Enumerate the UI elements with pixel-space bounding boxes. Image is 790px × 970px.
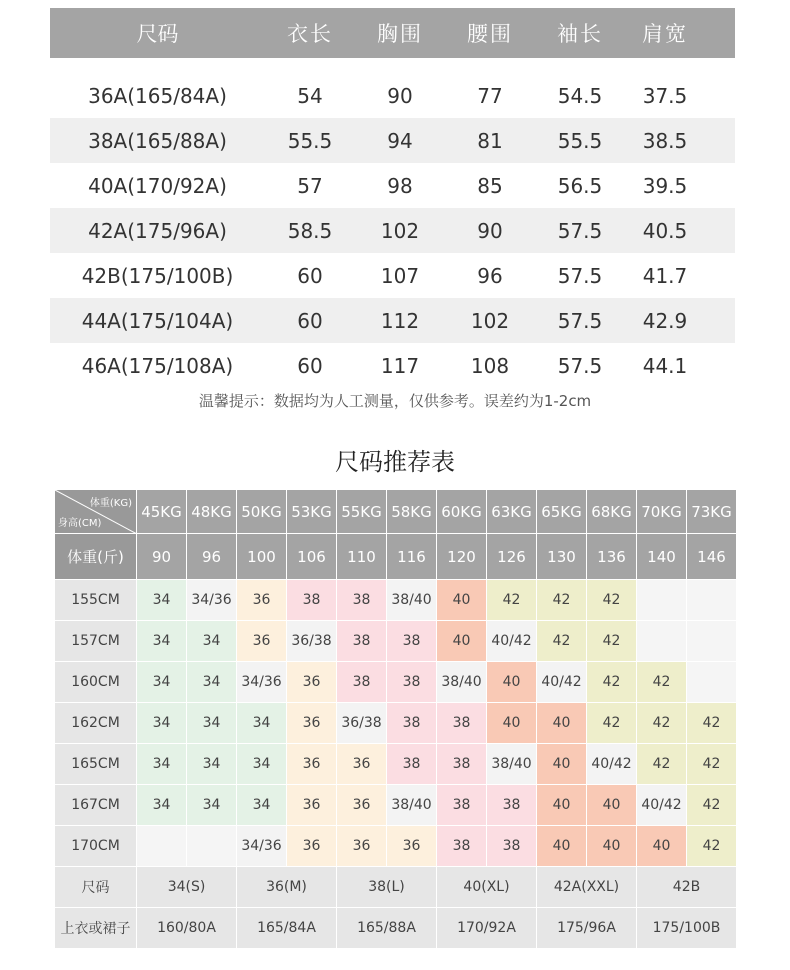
recommend-cell: 34 — [137, 785, 187, 826]
recommend-cell — [637, 580, 687, 621]
recommend-cell: 34/36 — [187, 580, 237, 621]
size-table-cell: 44A(175/104A) — [81, 308, 234, 333]
recommend-cell: 36 — [337, 785, 387, 826]
size-table — [50, 8, 735, 388]
size-cell: 42A(XXL) — [537, 867, 637, 908]
recommend-cell: 34/36 — [237, 826, 287, 867]
recommend-cell: 42 — [587, 662, 637, 703]
recommend-cell: 40 — [487, 662, 537, 703]
size-row-label: 尺码 — [55, 867, 137, 908]
recommend-cell: 34 — [187, 621, 237, 662]
recommend-cell: 38/40 — [387, 785, 437, 826]
recommend-cell: 42 — [537, 580, 587, 621]
corner-cell — [55, 490, 137, 534]
recommend-cell: 34 — [237, 703, 287, 744]
recommend-cell: 34 — [137, 744, 187, 785]
weight-kg-cell: 55KG — [337, 490, 387, 534]
height-row — [55, 621, 737, 662]
recommend-cell: 34/36 — [237, 662, 287, 703]
recommend-cell: 40/42 — [637, 785, 687, 826]
size-table-cell: 60 — [297, 263, 323, 288]
size-table-cell: 60 — [297, 308, 323, 333]
size-table-cell: 42.9 — [642, 308, 688, 333]
height-row — [55, 785, 737, 826]
size-row — [55, 867, 737, 908]
cloth-cell: 175/96A — [537, 908, 637, 949]
size-table-cell: 42B(175/100B) — [81, 263, 234, 288]
recommend-cell: 42 — [687, 744, 737, 785]
recommend-cell: 38/40 — [387, 580, 437, 621]
weight-kg-cell: 48KG — [187, 490, 237, 534]
size-table-cell: 77 — [477, 83, 503, 108]
size-cell: 38(L) — [337, 867, 437, 908]
recommend-cell: 36 — [287, 744, 337, 785]
recommend-cell: 38 — [387, 703, 437, 744]
recommend-cell: 42 — [637, 703, 687, 744]
height-label: 165CM — [55, 744, 137, 785]
recommend-cell: 36 — [287, 662, 337, 703]
size-table-cell: 98 — [387, 173, 413, 198]
cloth-cell: 165/84A — [237, 908, 337, 949]
recommend-cell: 34 — [137, 662, 187, 703]
recommend-cell: 38 — [337, 580, 387, 621]
height-label: 162CM — [55, 703, 137, 744]
size-table-row — [50, 163, 735, 208]
header-shoulder: 肩宽 — [642, 22, 688, 46]
recommend-cell: 42 — [687, 703, 737, 744]
size-table-cell: 102 — [470, 308, 510, 333]
recommend-cell: 36 — [287, 703, 337, 744]
size-table-cell: 107 — [380, 263, 420, 288]
corner-weight-label: 体重(KG) — [89, 498, 132, 509]
height-row — [55, 826, 737, 867]
header-waist: 腰围 — [467, 22, 513, 46]
size-table-cell: 56.5 — [557, 173, 603, 198]
size-table-cell: 102 — [380, 218, 420, 243]
size-table-cell: 90 — [477, 218, 503, 243]
recommend-cell: 40 — [437, 580, 487, 621]
size-table-cell: 46A(175/108A) — [81, 353, 234, 378]
cloth-cell: 170/92A — [437, 908, 537, 949]
recommend-cell: 34 — [237, 785, 287, 826]
height-label: 155CM — [55, 580, 137, 621]
size-table-cell: 81 — [477, 128, 503, 153]
size-table-cell: 94 — [387, 128, 413, 153]
recommend-cell: 40/42 — [487, 621, 537, 662]
weight-kg-cell: 73KG — [687, 490, 737, 534]
recommend-cell: 40 — [587, 785, 637, 826]
weight-kg-cell: 68KG — [587, 490, 637, 534]
height-label: 167CM — [55, 785, 137, 826]
size-table-cell: 60 — [297, 353, 323, 378]
recommend-cell: 36 — [337, 744, 387, 785]
recommend-cell: 38 — [437, 703, 487, 744]
recommend-cell: 36 — [337, 826, 387, 867]
weight-jin-cell: 106 — [287, 534, 337, 580]
weight-jin-cell: 130 — [537, 534, 587, 580]
recommend-cell: 34 — [187, 785, 237, 826]
cloth-cell: 160/80A — [137, 908, 237, 949]
recommend-table — [55, 490, 737, 949]
recommend-cell: 36 — [287, 826, 337, 867]
recommend-cell: 36/38 — [287, 621, 337, 662]
recommend-cell: 40 — [487, 703, 537, 744]
weight-jin-cell: 96 — [187, 534, 237, 580]
recommend-cell: 42 — [637, 744, 687, 785]
size-table-cell: 57 — [297, 173, 323, 198]
size-table-cell: 55.5 — [287, 128, 333, 153]
cloth-row — [55, 908, 737, 949]
cloth-cell: 175/100B — [637, 908, 737, 949]
size-table-cell: 44.1 — [642, 353, 688, 378]
recommend-cell: 34 — [137, 703, 187, 744]
recommend-cell: 42 — [687, 826, 737, 867]
recommend-cell: 34 — [137, 621, 187, 662]
size-cell: 36(M) — [237, 867, 337, 908]
recommend-cell: 34 — [237, 744, 287, 785]
recommend-cell: 42 — [587, 703, 637, 744]
recommend-cell: 38/40 — [437, 662, 487, 703]
recommend-cell: 34 — [137, 580, 187, 621]
weight-jin-cell: 100 — [237, 534, 287, 580]
recommend-cell: 42 — [487, 580, 537, 621]
recommend-cell: 42 — [587, 580, 637, 621]
kg-header-row — [55, 490, 737, 534]
size-table-cell: 42A(175/96A) — [88, 218, 227, 243]
weight-kg-cell: 63KG — [487, 490, 537, 534]
recommend-cell: 34 — [187, 662, 237, 703]
recommend-cell: 34 — [187, 703, 237, 744]
recommend-cell: 38 — [387, 744, 437, 785]
recommend-cell: 40 — [637, 826, 687, 867]
recommend-cell: 36 — [237, 580, 287, 621]
recommend-cell: 38 — [337, 662, 387, 703]
recommend-cell — [187, 826, 237, 867]
recommend-cell: 38 — [387, 621, 437, 662]
recommend-cell: 38 — [287, 580, 337, 621]
weight-jin-cell: 140 — [637, 534, 687, 580]
size-table-cell: 57.5 — [557, 308, 603, 333]
recommend-cell: 42 — [537, 621, 587, 662]
recommend-cell: 38 — [337, 621, 387, 662]
recommend-cell: 38 — [437, 744, 487, 785]
size-table-cell: 117 — [380, 353, 420, 378]
recommend-cell: 42 — [637, 662, 687, 703]
weight-jin-cell: 146 — [687, 534, 737, 580]
recommend-cell: 36/38 — [337, 703, 387, 744]
size-table-row — [50, 298, 735, 343]
cloth-cell: 165/88A — [337, 908, 437, 949]
size-table-cell: 39.5 — [642, 173, 688, 198]
size-table-cell: 38.5 — [642, 128, 688, 153]
height-label: 157CM — [55, 621, 137, 662]
measurement-tip: 温馨提示：数据均为人工测量，仅供参考。误差约为1-2cm — [198, 392, 592, 410]
size-table-cell: 85 — [477, 173, 503, 198]
recommend-cell: 40 — [587, 826, 637, 867]
size-table-row — [50, 118, 735, 163]
size-table-row — [50, 208, 735, 253]
header-size: 尺码 — [136, 22, 179, 46]
weight-jin-cell: 136 — [587, 534, 637, 580]
recommend-cell: 38 — [437, 826, 487, 867]
weight-jin-cell: 116 — [387, 534, 437, 580]
recommend-cell: 40 — [537, 703, 587, 744]
size-table-header — [50, 8, 735, 58]
weight-jin-cell: 126 — [487, 534, 537, 580]
recommend-cell: 34 — [187, 744, 237, 785]
size-table-cell: 54 — [297, 83, 323, 108]
weight-jin-cell: 110 — [337, 534, 387, 580]
height-row — [55, 744, 737, 785]
recommend-cell: 38 — [387, 662, 437, 703]
weight-kg-cell: 53KG — [287, 490, 337, 534]
header-chest: 胸围 — [377, 22, 423, 46]
size-table-row — [50, 343, 735, 388]
recommend-title: 尺码推荐表 — [335, 448, 455, 476]
corner-height-label: 身高(CM) — [58, 518, 102, 529]
size-table-cell: 108 — [470, 353, 510, 378]
recommend-cell: 38 — [487, 826, 537, 867]
recommend-cell: 40 — [537, 744, 587, 785]
weight-jin-cell: 120 — [437, 534, 487, 580]
height-label: 160CM — [55, 662, 137, 703]
recommend-cell: 40 — [437, 621, 487, 662]
recommend-cell — [687, 621, 737, 662]
recommend-cell: 40 — [537, 826, 587, 867]
weight-kg-cell: 45KG — [137, 490, 187, 534]
weight-kg-cell: 58KG — [387, 490, 437, 534]
size-table-cell: 40.5 — [642, 218, 688, 243]
recommend-cell: 42 — [687, 785, 737, 826]
recommend-cell: 36 — [387, 826, 437, 867]
size-table-cell: 55.5 — [557, 128, 603, 153]
size-table-cell: 112 — [380, 308, 420, 333]
jin-row — [55, 534, 737, 580]
size-table-cell: 54.5 — [557, 83, 603, 108]
weight-kg-cell: 65KG — [537, 490, 587, 534]
weight-jin-cell: 90 — [137, 534, 187, 580]
size-table-cell: 38A(165/88A) — [88, 128, 227, 153]
recommend-cell: 38/40 — [487, 744, 537, 785]
recommend-cell — [687, 580, 737, 621]
header-sleeve: 袖长 — [557, 22, 603, 46]
height-row — [55, 662, 737, 703]
jin-label: 体重(斤) — [55, 534, 137, 580]
header-length: 衣长 — [287, 22, 333, 46]
height-row — [55, 580, 737, 621]
size-cell: 42B — [637, 867, 737, 908]
size-table-cell: 37.5 — [642, 83, 688, 108]
recommend-cell — [687, 662, 737, 703]
recommend-cell: 40 — [537, 785, 587, 826]
recommend-cell: 42 — [587, 621, 637, 662]
recommend-cell: 36 — [237, 621, 287, 662]
weight-kg-cell: 50KG — [237, 490, 287, 534]
size-table-cell: 58.5 — [287, 218, 333, 243]
weight-kg-cell: 60KG — [437, 490, 487, 534]
recommend-cell: 40/42 — [537, 662, 587, 703]
recommend-cell: 38 — [437, 785, 487, 826]
size-table-cell: 36A(165/84A) — [88, 83, 227, 108]
weight-kg-cell: 70KG — [637, 490, 687, 534]
height-row — [55, 703, 737, 744]
recommend-cell: 40/42 — [587, 744, 637, 785]
size-table-cell: 57.5 — [557, 263, 603, 288]
recommend-cell — [137, 826, 187, 867]
size-table-cell: 90 — [387, 83, 413, 108]
size-table-cell: 96 — [477, 263, 503, 288]
recommend-cell — [637, 621, 687, 662]
recommend-cell: 36 — [287, 785, 337, 826]
height-label: 170CM — [55, 826, 137, 867]
size-cell: 40(XL) — [437, 867, 537, 908]
size-cell: 34(S) — [137, 867, 237, 908]
size-table-row — [50, 253, 735, 298]
cloth-row-label: 上衣或裙子 — [55, 908, 137, 949]
size-table-cell: 41.7 — [642, 263, 688, 288]
recommend-cell: 38 — [487, 785, 537, 826]
size-table-cell: 40A(170/92A) — [88, 173, 227, 198]
size-table-row — [50, 73, 735, 118]
size-table-cell: 57.5 — [557, 218, 603, 243]
size-table-cell: 57.5 — [557, 353, 603, 378]
